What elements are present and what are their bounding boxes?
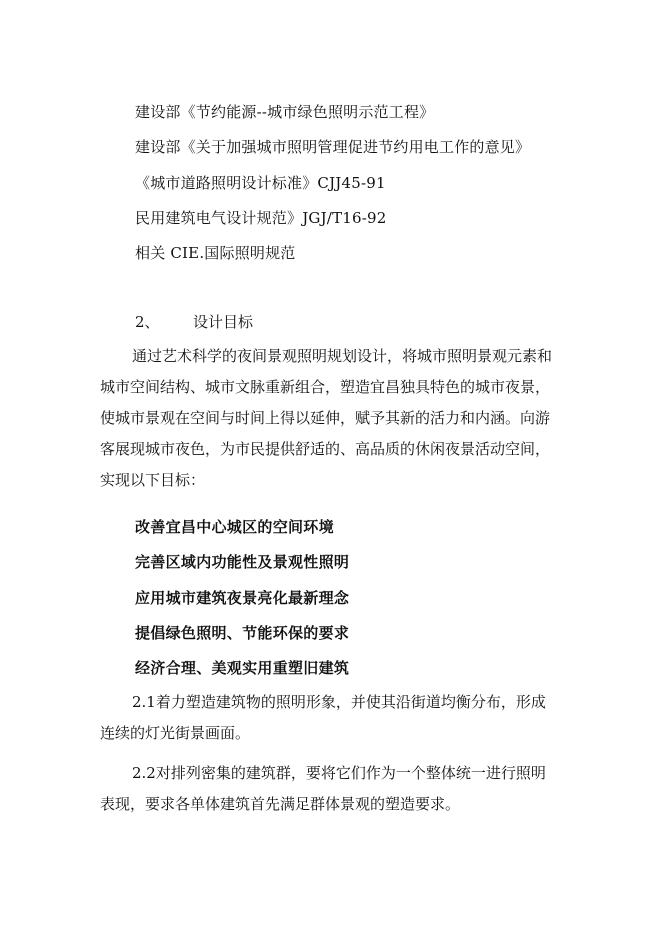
reference-line: 民用建筑电气设计规范》JGJ/T16-92 xyxy=(135,209,387,227)
paragraph-line: 使城市景观在空间与时间上得以延伸，赋予其新的活力和内涵。向游 xyxy=(100,409,551,427)
reference-line: 《城市道路照明设计标准》CJJ45-91 xyxy=(135,174,386,192)
paragraph-line: 客展现城市夜色，为市民提供舒适的、高品质的休闲夜景活动空间， xyxy=(100,440,551,458)
item-2-2-paragraph xyxy=(100,758,580,820)
reference-line: 建设部《关于加强城市照明管理促进节约用电工作的意见》 xyxy=(135,138,531,156)
item-2-1-paragraph xyxy=(100,687,580,749)
intro-paragraph xyxy=(100,341,580,496)
paragraph-line: 2.2对排列密集的建筑群，要将它们作为一个整体统一进行照明 xyxy=(132,764,546,782)
goal-item: 改善宜昌中心城区的空间环境 xyxy=(135,518,334,536)
reference-line: 建设部《节约能源--城市绿色照明示范工程》 xyxy=(135,103,435,121)
paragraph-line: 城市空间结构、城市文脉重新组合，塑造宜昌独具特色的城市夜景， xyxy=(100,378,551,396)
paragraph-line: 连续的灯光街景画面。 xyxy=(100,724,251,742)
section-title: 设计目标 xyxy=(193,313,254,331)
goal-item: 完善区域内功能性及景观性照明 xyxy=(135,553,350,571)
paragraph-line: 通过艺术科学的夜间景观照明规划设计，将城市照明景观元素和 xyxy=(132,347,553,365)
paragraph-line: 实现以下目标： xyxy=(100,471,206,489)
section-heading xyxy=(135,311,253,333)
paragraph-line: 2.1着力塑造建筑物的照明形象，并使其沿街道均衡分布，形成 xyxy=(132,693,546,711)
goal-item: 提倡绿色照明、节能环保的要求 xyxy=(135,624,350,642)
goal-item: 经济合理、美观实用重塑旧建筑 xyxy=(135,659,350,677)
goal-item: 应用城市建筑夜景亮化最新理念 xyxy=(135,589,350,607)
reference-line: 相关 CIE.国际照明规范 xyxy=(135,244,296,262)
paragraph-line: 表现，要求各单体建筑首先满足群体景观的塑造要求。 xyxy=(100,795,461,813)
section-number: 2、 xyxy=(135,313,160,331)
